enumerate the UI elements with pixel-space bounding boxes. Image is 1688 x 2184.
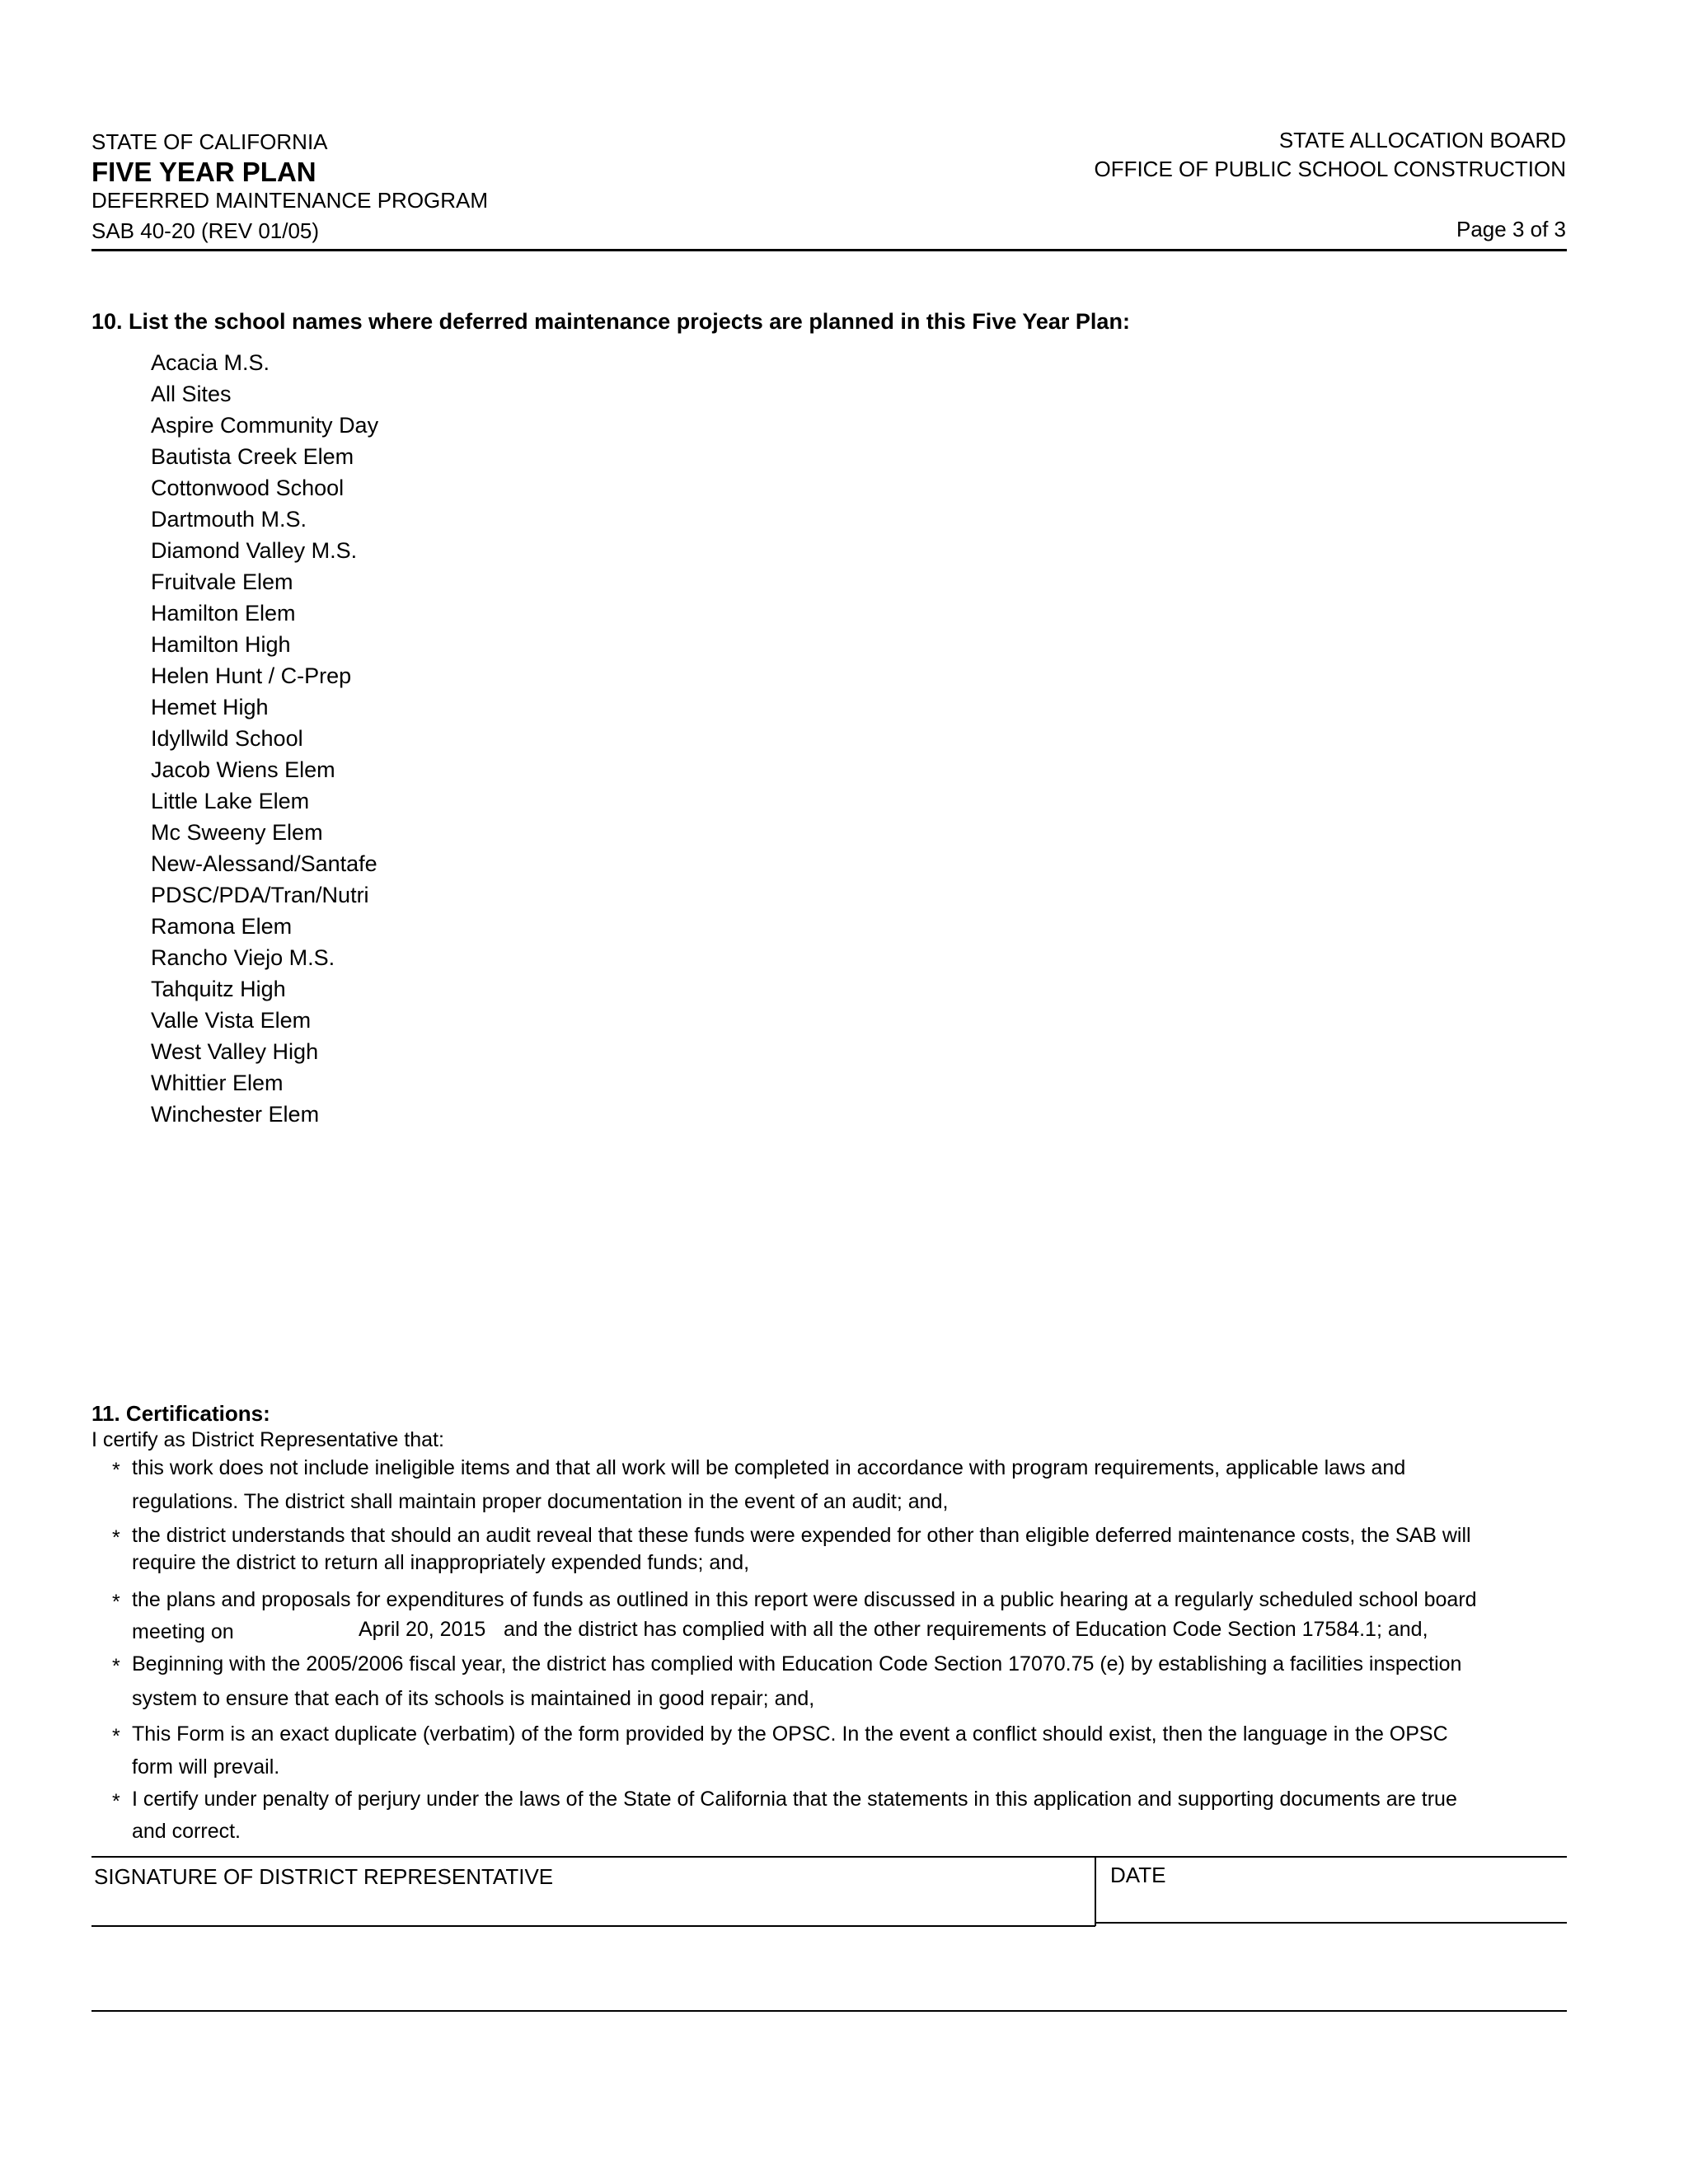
list-item: Winchester Elem [151, 1102, 320, 1127]
cert-line: and the district has complied with all the other requirements of Education Code Section 17584.1; and, [504, 1618, 1428, 1641]
list-item: Jacob Wiens Elem [151, 757, 335, 782]
list-item: Hamilton High [151, 632, 291, 657]
signature-line [91, 1925, 1095, 1927]
form-number: SAB 40-20 (REV 01/05) [91, 218, 320, 243]
bullet-marker: * [112, 1459, 120, 1482]
list-item: Diamond Valley M.S. [151, 538, 358, 563]
list-item: Dartmouth M.S. [151, 507, 307, 532]
cert-line: regulations. The district shall maintain proper documentation in the event of an audit; and, [132, 1490, 949, 1513]
cert-line: meeting on [132, 1620, 234, 1643]
cert-line: I certify under penalty of perjury under the laws of the State of California that the statements in this application and supporting documents are true [132, 1788, 1457, 1811]
cert-line: This Form is an exact duplicate (verbatim) of the form provided by the OPSC. In the event a conflict should exist, then the language in the OPSC [132, 1722, 1448, 1746]
list-item: New-Alessand/Santafe [151, 851, 377, 876]
header-rule [91, 249, 1567, 251]
cert-line: Beginning with the 2005/2006 fiscal year, the district has complied with Education Code Section 17070.75 (e) by establishing a facilities inspection [132, 1652, 1462, 1675]
section-11-heading: 11. Certifications: [91, 1401, 270, 1426]
bottom-rule [91, 2010, 1567, 2012]
bullet-marker: * [112, 1591, 120, 1614]
date-line [1095, 1922, 1567, 1924]
date-label: DATE [1110, 1863, 1166, 1887]
signature-field[interactable] [91, 1891, 1093, 1924]
program-label: DEFERRED MAINTENANCE PROGRAM [91, 188, 489, 213]
list-item: Idyllwild School [151, 726, 303, 751]
signature-divider [1095, 1856, 1096, 1926]
cert-line: form will prevail. [132, 1755, 280, 1779]
cert-line: system to ensure that each of its schools is maintained in good repair; and, [132, 1687, 815, 1710]
cert-line: the district understands that should an audit reveal that these funds were expended for other than eligible deferred maintenance costs, the SAB will [132, 1524, 1471, 1547]
list-item: Hemet High [151, 695, 269, 719]
list-item: Fruitvale Elem [151, 569, 293, 594]
list-item: Aspire Community Day [151, 413, 379, 438]
list-item: West Valley High [151, 1039, 319, 1064]
list-item: Ramona Elem [151, 914, 293, 939]
date-field[interactable] [1098, 1891, 1567, 1923]
signature-label: SIGNATURE OF DISTRICT REPRESENTATIVE [94, 1864, 554, 1889]
list-item: Rancho Viejo M.S. [151, 945, 335, 970]
cert-line: and correct. [132, 1820, 241, 1843]
page-number: Page 3 of 3 [1456, 217, 1566, 241]
state-label: STATE OF CALIFORNIA [91, 129, 328, 154]
signature-top-rule [91, 1856, 1567, 1858]
cert-line: this work does not include ineligible items and that all work will be completed in accordance with program requirements, applicable laws and [132, 1456, 1406, 1479]
bullet-marker: * [112, 1790, 120, 1813]
form-title: FIVE YEAR PLAN [91, 157, 316, 187]
list-item: All Sites [151, 382, 232, 406]
list-item: Hamilton Elem [151, 601, 296, 626]
list-item: Cottonwood School [151, 476, 345, 500]
office-label: OFFICE OF PUBLIC SCHOOL CONSTRUCTION [1094, 157, 1566, 181]
list-item: Tahquitz High [151, 977, 286, 1001]
bullet-marker: * [112, 1526, 120, 1549]
bullet-marker: * [112, 1655, 120, 1678]
certify-intro: I certify as District Representative that: [91, 1428, 444, 1451]
list-item: Acacia M.S. [151, 350, 270, 375]
board-label: STATE ALLOCATION BOARD [1278, 128, 1566, 152]
list-item: Little Lake Elem [151, 789, 310, 813]
list-item: Helen Hunt / C-Prep [151, 663, 352, 688]
list-item: Mc Sweeny Elem [151, 820, 323, 845]
list-item: Valle Vista Elem [151, 1008, 312, 1033]
list-item: PDSC/PDA/Tran/Nutri [151, 883, 369, 907]
list-item: Bautista Creek Elem [151, 444, 354, 469]
bullet-marker: * [112, 1725, 120, 1748]
cert-line: the plans and proposals for expenditures of funds as outlined in this report were discussed in a public hearing at a regularly scheduled school board [132, 1588, 1477, 1611]
hearing-date: April 20, 2015 [359, 1618, 486, 1641]
section-10-heading: 10. List the school names where deferred maintenance projects are planned in this Five Year Plan: [91, 309, 1130, 334]
cert-line: require the district to return all inappropriately expended funds; and, [132, 1551, 750, 1574]
list-item: Whittier Elem [151, 1071, 284, 1095]
